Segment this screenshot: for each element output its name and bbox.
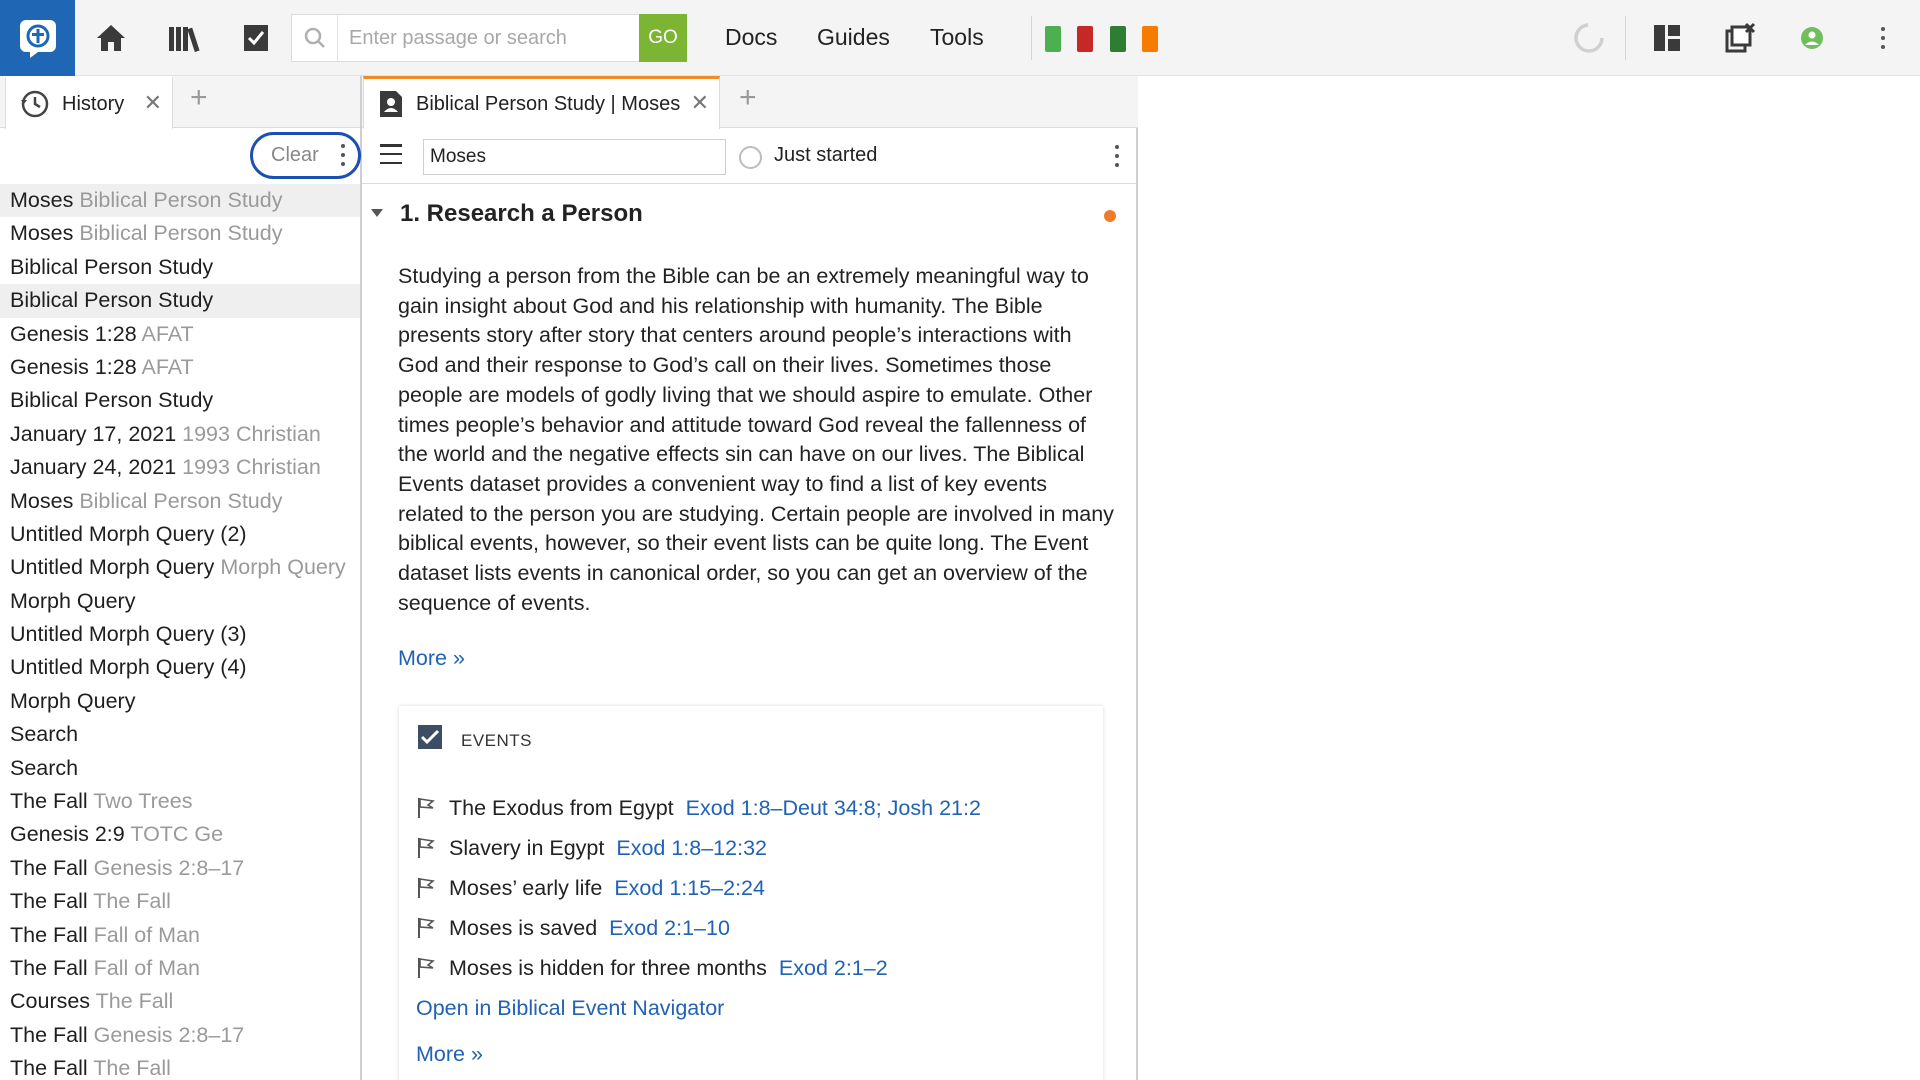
events-checkbox-icon [417, 724, 443, 750]
history-item-resource: Fall of Man [93, 922, 201, 947]
flag-icon [417, 877, 437, 899]
flag-icon [417, 837, 437, 859]
history-item-title: Untitled Morph Query (3) [10, 622, 247, 647]
history-item-resource: Biblical Person Study [79, 188, 283, 212]
menu-tools[interactable]: Tools [930, 24, 984, 50]
history-item-title: The Fall [10, 955, 88, 980]
history-item[interactable] [0, 451, 360, 484]
document-options-icon[interactable] [1114, 143, 1120, 169]
go-button[interactable]: GO [639, 14, 687, 62]
menu-guides[interactable]: Guides [817, 24, 890, 50]
layouts-icon[interactable] [1645, 16, 1689, 60]
event-name: The Exodus from Egypt [449, 795, 674, 820]
event-name: Moses is hidden for three months [449, 955, 767, 980]
history-item[interactable] [0, 718, 360, 751]
open-event-navigator-link[interactable]: Open in Biblical Event Navigator [416, 996, 725, 1020]
history-panel [0, 76, 362, 1080]
add-tab-icon[interactable]: + [190, 81, 208, 114]
more-link[interactable]: More » [398, 646, 465, 670]
clear-label: Clear [271, 144, 319, 166]
history-item[interactable] [0, 651, 360, 684]
document-tab-label: Biblical Person Study | Moses [416, 92, 681, 115]
sync-icon[interactable] [1567, 16, 1611, 60]
history-item[interactable] [0, 985, 360, 1018]
status-label: Just started [774, 144, 878, 166]
event-name: Slavery in Egypt [449, 835, 605, 860]
history-item-resource: Morph Query [220, 555, 346, 580]
history-item-title: Biblical Person Study [10, 288, 214, 313]
clear-history-button[interactable] [250, 132, 361, 179]
clear-options-icon[interactable] [340, 142, 346, 168]
history-item-title: The Fall [10, 855, 88, 880]
history-item-resource: Biblical Person Study [79, 488, 283, 513]
event-row [417, 868, 1097, 908]
close-tab-icon[interactable]: ✕ [143, 90, 162, 115]
history-item[interactable] [0, 318, 360, 351]
history-item-title: The Fall [10, 789, 88, 814]
history-item-title: Biblical Person Study [10, 254, 214, 279]
history-item-resource: 1993 Christian [182, 455, 321, 480]
history-item[interactable] [0, 685, 360, 718]
resource-shortcut-icon[interactable] [1077, 26, 1093, 52]
history-item-resource: AFAT [141, 354, 194, 379]
event-reference-link[interactable]: Exod 1:8–12:32 [616, 835, 767, 860]
history-item[interactable] [0, 818, 360, 851]
history-item[interactable] [0, 1019, 360, 1052]
document-tab-bar [362, 76, 1138, 128]
user-avatar-icon[interactable] [1790, 16, 1834, 60]
history-item[interactable] [0, 785, 360, 818]
event-name: Moses’ early life [449, 875, 603, 900]
logos-bible-icon [16, 16, 60, 60]
history-item[interactable] [0, 919, 360, 952]
event-name: Moses is saved [449, 915, 598, 940]
section-body-text: Studying a person from the Bible can be an extremely meaningful way to gain insight about God and his relationship with humanity. The Bible presents story after story that centers around people’s interactions with God and their response to God’s call on their lives. Sometimes those people are models of godly living that we should aspire to emulate. Other times people’s behavior and attitude toward God reveal the fallenness of the world and the negative effects sin can have on our lives. The Biblical Events dataset provides a convenient way to find a list of key events related to the person you are studying. Certain people are involved in many biblical events, however, so their event lists can be quite long. The Event dataset lists events in canonical order, so you can get an overview of the sequence of events. [398, 264, 1114, 615]
history-item-resource: The Fall [93, 1056, 171, 1080]
history-item-title: Untitled Morph Query [10, 555, 215, 580]
more-menu-icon[interactable] [1880, 25, 1886, 51]
menu-docs[interactable]: Docs [725, 24, 778, 50]
search-icon [292, 15, 338, 61]
history-tab-label: History [62, 92, 125, 115]
history-item-title: Morph Query [10, 688, 136, 713]
person-study-icon [378, 89, 404, 119]
event-row [417, 948, 1097, 988]
history-list [0, 184, 360, 1080]
history-item-resource: AFAT [141, 321, 194, 346]
event-reference-link[interactable]: Exod 1:15–2:24 [614, 875, 765, 900]
history-clock-icon [20, 89, 50, 119]
history-item-title: Search [10, 722, 79, 747]
history-item-resource: 1993 Christian [182, 421, 321, 446]
event-reference-link[interactable]: Exod 1:8–Deut 34:8; Josh 21:2 [685, 795, 981, 820]
history-item[interactable] [0, 752, 360, 785]
library-icon[interactable] [162, 16, 206, 60]
section-header[interactable] [362, 190, 1136, 240]
app-logo[interactable] [0, 0, 75, 76]
history-item-title: Courses [10, 989, 91, 1014]
history-item[interactable] [0, 551, 360, 584]
documents-checklist-icon[interactable] [234, 16, 278, 60]
history-item-resource: Two Trees [93, 789, 193, 814]
history-item-title: Genesis 1:28 [10, 354, 137, 379]
history-item[interactable] [0, 251, 360, 284]
section-title: 1. Research a Person [400, 200, 643, 227]
top-toolbar [0, 0, 1920, 76]
history-item[interactable] [0, 952, 360, 985]
close-tab-icon[interactable]: ✕ [690, 90, 709, 115]
history-item[interactable] [0, 885, 360, 918]
history-item-title: Moses [10, 221, 74, 246]
document-subbar [362, 128, 1136, 184]
history-item[interactable] [0, 585, 360, 618]
history-item-title: Search [10, 755, 79, 780]
add-tab-icon[interactable]: + [739, 81, 757, 114]
search-input[interactable] [339, 15, 630, 61]
event-row [417, 788, 1097, 828]
history-item-title: The Fall [10, 1056, 88, 1080]
history-item[interactable] [0, 217, 360, 250]
resource-shortcut-icon[interactable] [1045, 26, 1061, 52]
events-list [417, 788, 1097, 988]
person-input[interactable] [423, 139, 726, 175]
document-content [362, 128, 1138, 1080]
history-item-title: Morph Query [10, 588, 136, 613]
history-item-title: The Fall [10, 889, 88, 914]
events-card [399, 706, 1103, 1080]
history-item-title: Genesis 1:28 [10, 321, 137, 346]
history-item[interactable] [0, 485, 360, 518]
history-item[interactable] [0, 418, 360, 451]
history-item-resource: The Fall [95, 989, 174, 1014]
search-box [291, 14, 687, 62]
history-item[interactable] [0, 284, 360, 317]
history-item[interactable] [0, 518, 360, 551]
history-item-resource: TOTC Ge [130, 822, 224, 847]
home-icon[interactable] [89, 16, 133, 60]
history-item-title: The Fall [10, 922, 88, 947]
status-radio[interactable] [739, 146, 762, 169]
event-reference-link[interactable]: Exod 2:1–2 [778, 955, 888, 980]
history-item-resource: Fall of Man [93, 955, 201, 980]
collapse-caret-icon[interactable] [371, 209, 383, 217]
events-title: EVENTS [461, 731, 533, 750]
history-item-title: January 24, 2021 [10, 455, 177, 480]
history-item-resource: Genesis 2:8–17 [93, 1022, 245, 1047]
history-item-resource: The Fall [93, 889, 171, 914]
progress-status-dot [1104, 210, 1116, 222]
flag-icon [417, 917, 437, 939]
event-row [417, 828, 1097, 868]
history-item[interactable] [0, 384, 360, 417]
flag-icon [417, 957, 437, 979]
history-item-title: Untitled Morph Query (2) [10, 521, 247, 546]
history-item-title: Genesis 2:9 [10, 822, 125, 847]
resource-shortcut-icon[interactable] [1110, 26, 1126, 52]
history-item[interactable] [0, 852, 360, 885]
history-item[interactable] [0, 618, 360, 651]
history-item[interactable] [0, 351, 360, 384]
history-item[interactable] [0, 184, 360, 217]
events-more-link[interactable]: More » [416, 1042, 483, 1066]
history-item-title: Moses [10, 488, 74, 513]
history-item[interactable] [0, 1052, 360, 1080]
history-item-title: Untitled Morph Query (4) [10, 655, 247, 680]
history-item-title: Biblical Person Study [10, 388, 214, 413]
event-reference-link[interactable]: Exod 2:1–10 [609, 915, 730, 940]
tab-history[interactable] [5, 76, 173, 129]
menu-icon[interactable] [380, 144, 402, 164]
history-item-resource: Biblical Person Study [79, 221, 283, 246]
document-panel [362, 76, 1138, 1080]
history-item-title: January 17, 2021 [10, 421, 177, 446]
close-panels-icon[interactable] [1718, 16, 1762, 60]
event-row [417, 908, 1097, 948]
history-item-title: Moses [10, 188, 74, 212]
history-tab-bar [0, 76, 360, 128]
flag-icon [417, 797, 437, 819]
resource-shortcut-icon[interactable] [1142, 26, 1158, 52]
history-item-title: The Fall [10, 1022, 88, 1047]
tab-biblical-person-study[interactable] [363, 76, 720, 129]
history-item-resource: Genesis 2:8–17 [93, 855, 245, 880]
